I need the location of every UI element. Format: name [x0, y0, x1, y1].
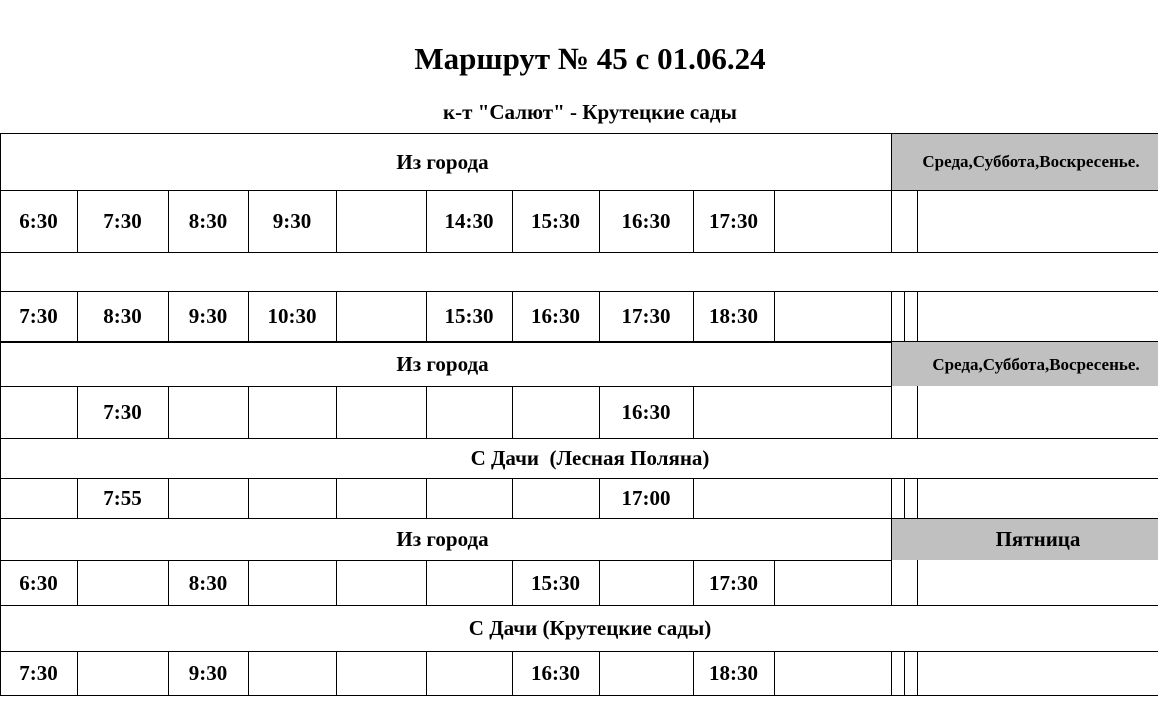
table-rule [77, 560, 78, 605]
time-cell: 7:30 [19, 304, 58, 328]
table-rule [336, 190, 337, 252]
table-rule [248, 560, 249, 605]
time-cell: 15:30 [444, 304, 494, 328]
table-rule [77, 386, 78, 438]
table-rule [248, 190, 249, 252]
table-rule [77, 651, 78, 695]
table-rule [512, 190, 513, 252]
route-subtitle: к-т "Салют" - Крутецкие сады [443, 100, 737, 124]
table-rule [168, 651, 169, 695]
table-rule [426, 291, 427, 341]
table-rule [693, 560, 694, 605]
table-rule [77, 190, 78, 252]
time-cell: 8:30 [103, 304, 142, 328]
time-cell: 16:30 [621, 400, 671, 424]
time-cell: 7:30 [103, 400, 142, 424]
time-cell: 16:30 [531, 661, 580, 685]
table-rule [512, 386, 513, 438]
time-cell: 17:00 [621, 486, 671, 510]
table-rule [426, 386, 427, 438]
table-rule [774, 560, 775, 605]
time-cell: 17:30 [621, 304, 671, 328]
table-rule [891, 478, 892, 518]
table-rule [693, 386, 694, 438]
time-cell: 17:30 [709, 209, 758, 233]
table-rule [693, 651, 694, 695]
direction-header: Из города [396, 352, 489, 376]
table-rule [426, 190, 427, 252]
table-rule [426, 478, 427, 518]
table-rule [512, 560, 513, 605]
table-rule [917, 291, 918, 341]
table-rule [426, 560, 427, 605]
table-rule [336, 560, 337, 605]
table-rule [774, 190, 775, 252]
time-cell: 16:30 [531, 304, 580, 328]
table-rule [917, 651, 918, 695]
time-cell: 18:30 [709, 661, 758, 685]
table-rule [917, 478, 918, 518]
time-cell: 6:30 [19, 209, 58, 233]
table-rule [0, 252, 1158, 253]
time-cell: 15:30 [531, 571, 580, 595]
table-rule [0, 695, 1158, 696]
days-label: Среда,Суббота,Воскресенье. [922, 152, 1140, 171]
table-rule [599, 560, 600, 605]
table-rule [774, 291, 775, 341]
table-rule [891, 291, 892, 341]
table-rule [693, 478, 694, 518]
table-rule [917, 386, 918, 438]
time-cell: 8:30 [188, 209, 228, 233]
days-label: Среда,Суббота,Восресенье. [932, 355, 1140, 374]
table-rule [693, 291, 694, 341]
table-rule [904, 291, 905, 341]
time-cell: 10:30 [267, 304, 317, 328]
table-rule [917, 190, 918, 252]
days-label: Пятница [995, 527, 1081, 551]
time-cell: 7:30 [103, 209, 142, 233]
time-cell: 6:30 [19, 571, 58, 595]
table-rule [774, 651, 775, 695]
table-rule [336, 291, 337, 341]
table-rule [248, 478, 249, 518]
table-rule [599, 478, 600, 518]
time-cell: 7:30 [19, 661, 58, 685]
table-rule [693, 190, 694, 252]
table-rule [512, 651, 513, 695]
time-cell: 15:30 [531, 209, 580, 233]
table-rule [599, 291, 600, 341]
table-rule [77, 478, 78, 518]
direction-header: Из города [396, 527, 489, 551]
direction-header: Из города [396, 150, 489, 174]
table-rule [248, 386, 249, 438]
table-rule [891, 341, 892, 438]
table-rule [168, 291, 169, 341]
direction-header: С Дачи (Лесная Поляна) [470, 446, 710, 470]
table-rule [891, 518, 892, 605]
time-cell: 17:30 [709, 571, 758, 595]
table-rule [917, 560, 918, 605]
table-rule [336, 386, 337, 438]
table-rule [426, 651, 427, 695]
direction-header: С Дачи (Крутецкие сады) [468, 616, 712, 640]
table-rule [248, 651, 249, 695]
table-rule [336, 478, 337, 518]
table-rule [891, 133, 892, 252]
table-rule [248, 291, 249, 341]
table-rule [512, 291, 513, 341]
table-rule [0, 478, 1158, 479]
table-rule [891, 651, 892, 695]
time-cell: 9:30 [188, 304, 228, 328]
table-rule [336, 651, 337, 695]
time-cell: 7:55 [103, 486, 142, 510]
table-rule [904, 478, 905, 518]
table-rule [0, 133, 1, 696]
time-cell: 18:30 [709, 304, 758, 328]
table-rule [168, 190, 169, 252]
table-rule [904, 651, 905, 695]
time-cell: 8:30 [188, 571, 228, 595]
time-cell: 14:30 [444, 209, 494, 233]
table-rule [168, 478, 169, 518]
table-rule [168, 386, 169, 438]
table-rule [599, 386, 600, 438]
table-rule [599, 651, 600, 695]
table-rule [599, 190, 600, 252]
table-rule [77, 291, 78, 341]
table-rule [512, 478, 513, 518]
time-cell: 16:30 [621, 209, 671, 233]
time-cell: 9:30 [272, 209, 312, 233]
table-rule [168, 560, 169, 605]
time-cell: 9:30 [188, 661, 228, 685]
schedule-title: Маршрут № 45 с 01.06.24 [414, 41, 766, 76]
